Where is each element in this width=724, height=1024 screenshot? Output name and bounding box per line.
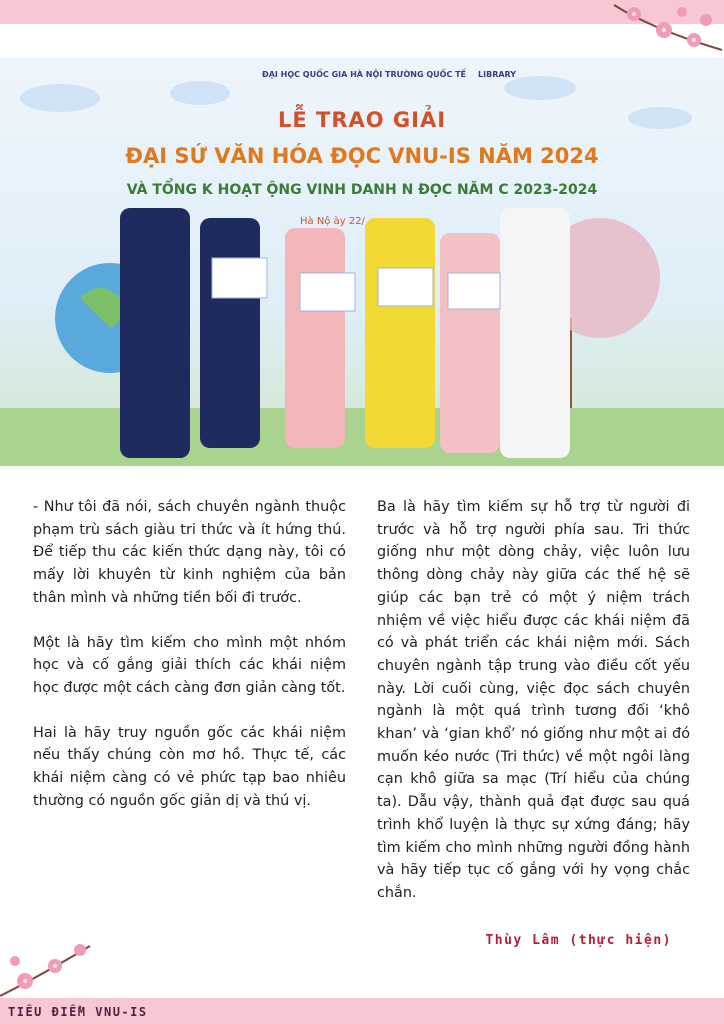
backdrop-title-ambassador: ĐẠI SỨ VĂN HÓA ĐỌC VNU-IS NĂM 2024 bbox=[125, 144, 599, 168]
footer-band bbox=[0, 998, 724, 1024]
cherry-blossom-decoration-icon bbox=[0, 936, 110, 1006]
school-logo: ĐẠI HỌC QUỐC GIA HÀ NỘI TRƯỜNG QUỐC TẾ bbox=[262, 70, 467, 79]
award-ceremony-photo bbox=[0, 58, 724, 466]
paragraph: Một là hãy tìm kiếm cho mình một nhóm học và cố gắng giải thích các khái niệm học được một cách càng đơn giản càng tốt. bbox=[33, 634, 346, 696]
article-byline: Thùy Lâm (thực hiện) bbox=[485, 933, 672, 948]
paragraph: Hai là hãy truy nguồn gốc các khái niệm nếu thấy chúng còn mơ hồ. Thực tế, các khái niệm càng có vẻ phức tạp bao nhiêu thường có nguồn gốc giản dị và thú vị. bbox=[33, 724, 346, 809]
paragraph: Ba là hãy tìm kiếm sự hỗ trợ từ người đi trước và hỗ trợ người phía sau. Tri thức giống như một dòng chảy, việc luôn lưu thông dòng chảy này giữa các thế hệ sẽ giúp các bạn trẻ có một ý niệm trách nhiệm về việc hiểu được các khái niệm đã có và phát triển các khái niệm mới. Sách chuyên ngành tập trung vào điều cốt yếu này. Lời cuối cùng, việc đọc sách chuyên ngành là một quá trình tương đối ‘khô khan’ và ‘gian khổ’ nó giống như một ai đó muốn kéo nước (Tri thức) về một ngôi làng cạn khô giữa sa mạc (Trí hiểu của chúng ta). Dẫu vậy, thành quả đạt được sau quá trình khổ luyện là thực sự xứng đáng; hãy tìm kiếm cho mình những người đồng hành và hãy tiếp tục cố gắng với hy vọng chắc chắn. bbox=[377, 499, 690, 901]
library-logo: LIBRARY bbox=[478, 70, 517, 79]
backdrop-place-date: Hà Nộ ày 22/ bbox=[300, 216, 365, 227]
backdrop-title-award: LỄ TRAO GIẢI bbox=[277, 108, 447, 132]
article-right-column bbox=[377, 496, 690, 927]
event-logos bbox=[262, 70, 516, 79]
backdrop-title-summary: VÀ TỔNG K HOẠT ỘNG VINH DANH N ĐỌC NĂM C 2023-2024 bbox=[126, 182, 598, 198]
article-left-column bbox=[33, 496, 346, 834]
cherry-blossom-decoration-icon bbox=[594, 0, 724, 60]
footer-section-label: TIÊU ĐIỂM VNU-IS bbox=[8, 1005, 148, 1019]
paragraph: - Như tôi đã nói, sách chuyên ngành thuộc phạm trù sách giàu tri thức và ít hứng thú. Để tiếp thu các kiến thức dạng này, tôi có mấy lời khuyên từ kinh nghiệm của bản thân mình và những tiền bối đi trước. bbox=[33, 499, 346, 606]
